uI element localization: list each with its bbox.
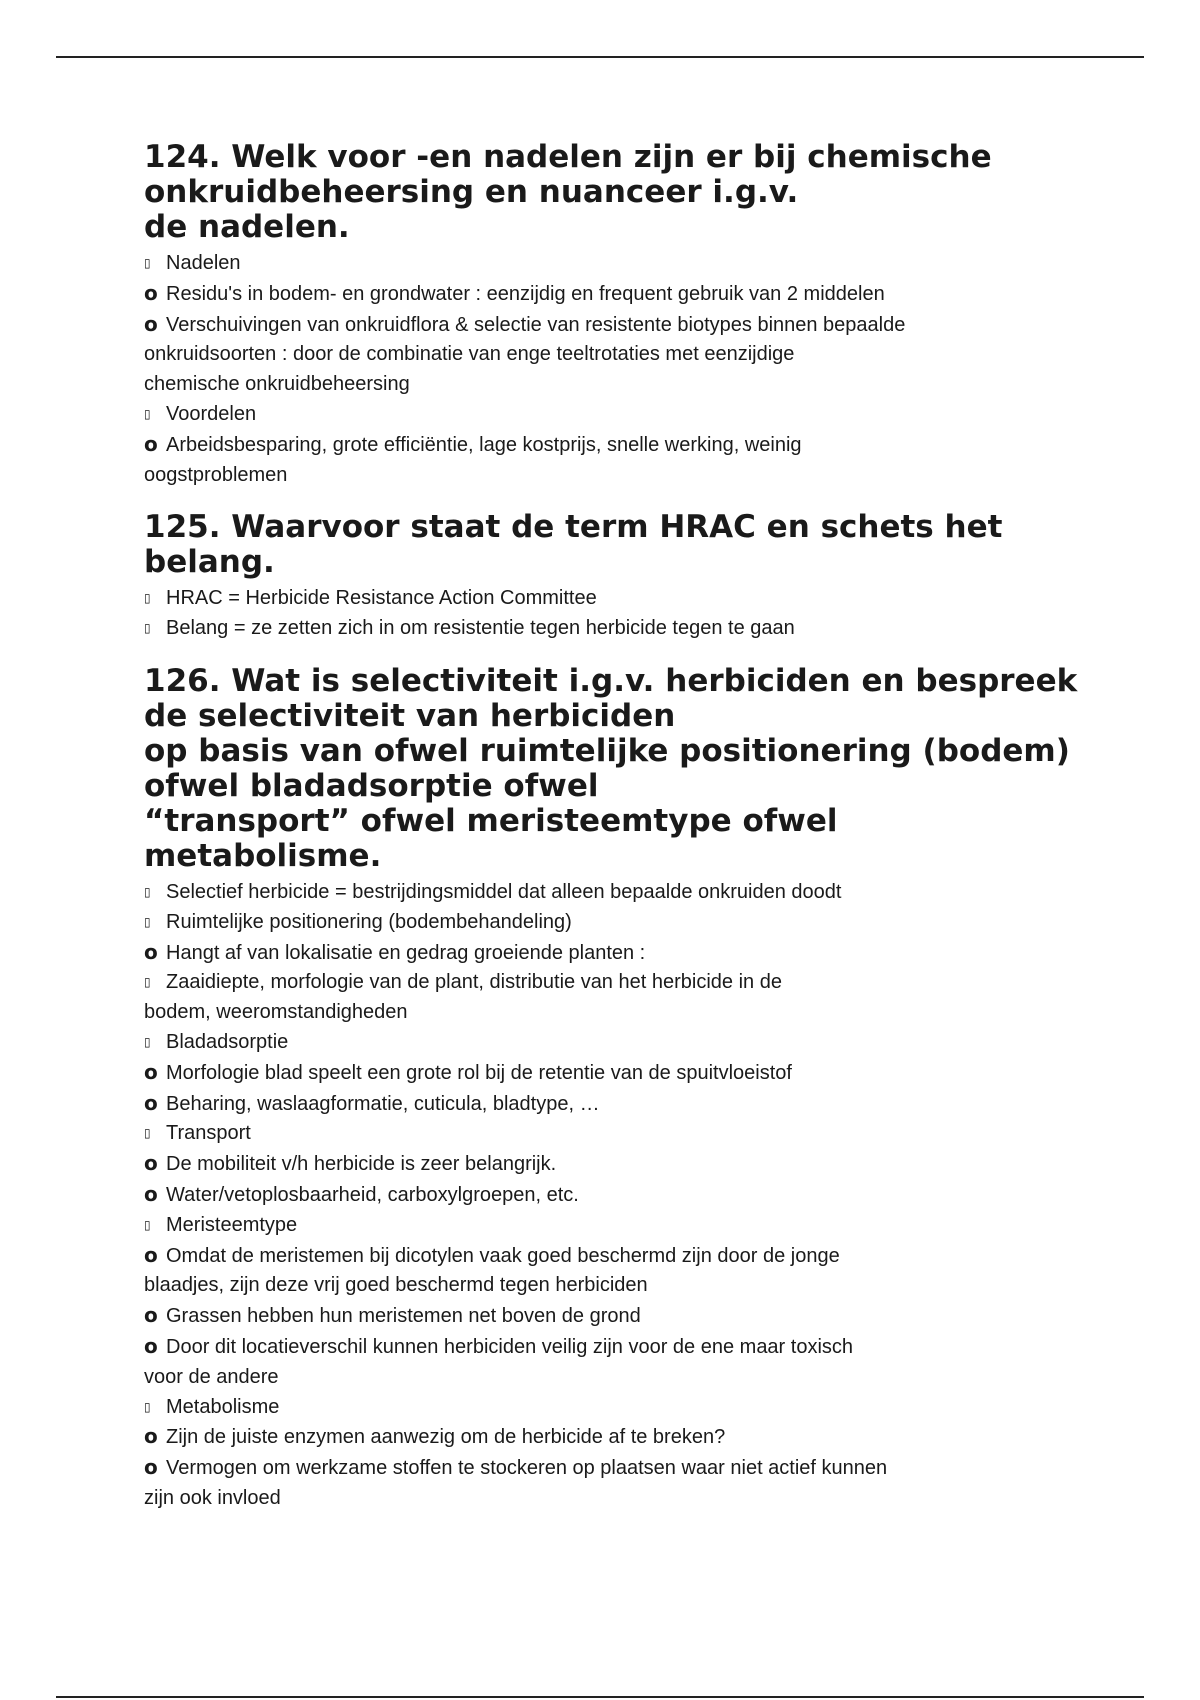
question-heading	[144, 510, 1084, 580]
list-item-text: Metabolisme	[166, 1395, 280, 1418]
list-item-text: Arbeidsbesparing, grote efficiëntie, lage kostprijs, snelle werking, weinig	[166, 433, 802, 456]
list-item	[144, 968, 1084, 998]
question-heading-line: op basis van ofwel ruimtelijke positionering (bodem)	[144, 732, 1070, 769]
list-item-text: oogstproblemen	[144, 463, 288, 486]
list-item-text: Selectief herbicide = bestrijdingsmiddel dat alleen bepaalde onkruiden doodt	[166, 880, 842, 903]
top-rule	[56, 56, 1144, 58]
circle-bullet-icon: o	[144, 1059, 158, 1084]
list-item	[144, 249, 1084, 279]
list-item-text: Morfologie blad speelt een grote rol bij de retentie van de spuitvloeistof	[166, 1061, 792, 1084]
list-item-text: Door dit locatieverschil kunnen herbiciden veilig zijn voor de ene maar toxisch	[166, 1335, 854, 1358]
list-item-text: Zijn de juiste enzymen aanwezig om de herbicide af te breken?	[166, 1426, 726, 1449]
list-item-text: chemische onkruidbeheersing	[144, 373, 410, 396]
list-item	[144, 1211, 1084, 1241]
list-item-text: blaadjes, zijn deze vrij goed beschermd tegen herbiciden	[144, 1274, 648, 1297]
question-section	[144, 140, 1084, 490]
list-item	[144, 279, 1084, 310]
question-heading-line: 126. Wat is selectiviteit i.g.v. herbiciden en bespreek	[144, 662, 1078, 699]
question-heading-line: de nadelen.	[144, 209, 350, 245]
circle-bullet-icon: o	[144, 1455, 158, 1480]
list-item	[144, 1422, 1084, 1453]
document-body	[144, 140, 1084, 1534]
question-heading-line: “transport” ofwel meristeemtype ofwel	[144, 802, 838, 839]
list-item-text: Zaaidiepte, morfologie van de plant, distributie van het herbicide in de	[166, 971, 782, 994]
circle-bullet-icon: o	[144, 1151, 158, 1176]
circle-bullet-icon: o	[144, 311, 158, 336]
circle-bullet-icon: o	[144, 431, 158, 456]
list-item-text: De mobiliteit v/h herbicide is zeer belangrijk.	[166, 1153, 557, 1176]
question-heading-line: 124. Welk voor -en nadelen zijn er bij chemische	[144, 139, 992, 175]
box-bullet-icon: ▯	[144, 591, 151, 606]
list-item-continuation	[144, 1484, 1084, 1514]
list-item-text: Nadelen	[166, 252, 241, 274]
list-item	[144, 908, 1084, 938]
circle-bullet-icon: o	[144, 280, 158, 305]
list-item-continuation	[144, 998, 1084, 1028]
circle-bullet-icon: o	[144, 1333, 158, 1358]
question-heading-line: metabolisme.	[144, 837, 382, 874]
list-item-text: Hangt af van lokalisatie en gedrag groeiende planten :	[166, 941, 646, 964]
list-item-text: zijn ook invloed	[144, 1486, 281, 1509]
list-item	[144, 1332, 1084, 1363]
list-item	[144, 938, 1084, 969]
list-item-text: Bladadsorptie	[166, 1030, 289, 1053]
list-item-text: Transport	[166, 1122, 251, 1145]
circle-bullet-icon: o	[144, 1424, 158, 1449]
list-item	[144, 878, 1084, 908]
list-item	[144, 1028, 1084, 1058]
list-item	[144, 1301, 1084, 1332]
list-item	[144, 1149, 1084, 1180]
question-heading-line: 125. Waarvoor staat de term HRAC en schets het	[144, 509, 1003, 546]
circle-bullet-icon: o	[144, 1181, 158, 1206]
list-item-text: Beharing, waslaagformatie, cuticula, bladtype, …	[166, 1092, 600, 1115]
question-section	[144, 510, 1084, 644]
box-bullet-icon: ▯	[144, 256, 151, 270]
list-item	[144, 1089, 1084, 1120]
list-item-text: Belang = ze zetten zich in om resistentie tegen herbicide tegen te gaan	[166, 617, 795, 640]
box-bullet-icon: ▯	[144, 884, 151, 899]
list-item	[144, 1180, 1084, 1211]
list-item	[144, 1241, 1084, 1272]
question-heading-line: ofwel bladadsorptie ofwel	[144, 767, 599, 804]
circle-bullet-icon: o	[144, 1303, 158, 1328]
list-item-text: Ruimtelijke positionering (bodembehandeling)	[166, 910, 572, 933]
question-heading-line: belang.	[144, 544, 275, 581]
box-bullet-icon: ▯	[144, 1034, 151, 1049]
circle-bullet-icon: o	[144, 939, 158, 964]
question-heading-line: onkruidbeheersing en nuanceer i.g.v.	[144, 174, 799, 210]
list-item-continuation	[144, 1271, 1084, 1301]
box-bullet-icon: ▯	[144, 1399, 151, 1414]
box-bullet-icon: ▯	[144, 1217, 151, 1232]
list-item-text: Meristeemtype	[166, 1213, 298, 1236]
list-item	[144, 400, 1084, 430]
question-heading	[144, 140, 1084, 245]
list-item	[144, 1058, 1084, 1089]
question-section	[144, 664, 1084, 1514]
list-item	[144, 584, 1084, 614]
list-item	[144, 430, 1084, 461]
list-item-text: HRAC = Herbicide Resistance Action Committee	[166, 587, 597, 610]
question-heading	[144, 664, 1084, 874]
list-item-text: Residu's in bodem- en grondwater : eenzijdig en frequent gebruik van 2 middelen	[166, 282, 885, 305]
list-item-text: Grassen hebben hun meristemen net boven de grond	[166, 1305, 641, 1328]
list-item-text: onkruidsoorten : door de combinatie van enge teeltrotaties met eenzijdige	[144, 343, 795, 366]
list-item	[144, 614, 1084, 644]
list-item-text: Water/vetoplosbaarheid, carboxylgroepen, etc.	[166, 1183, 579, 1206]
list-item	[144, 1453, 1084, 1484]
list-item-text: Vermogen om werkzame stoffen te stockeren op plaatsen waar niet actief kunnen	[166, 1457, 888, 1480]
circle-bullet-icon: o	[144, 1242, 158, 1267]
list-item	[144, 1393, 1084, 1423]
circle-bullet-icon: o	[144, 1090, 158, 1115]
box-bullet-icon: ▯	[144, 1126, 151, 1141]
list-item-continuation	[144, 370, 1084, 400]
list-item-text: Voordelen	[166, 402, 257, 425]
question-heading-line: de selectiviteit van herbiciden	[144, 697, 676, 734]
box-bullet-icon: ▯	[144, 914, 151, 929]
box-bullet-icon: ▯	[144, 406, 151, 421]
list-item-text: voor de andere	[144, 1365, 279, 1388]
box-bullet-icon: ▯	[144, 975, 151, 990]
list-item	[144, 310, 1084, 341]
list-item-continuation	[144, 340, 1084, 370]
box-bullet-icon: ▯	[144, 621, 151, 636]
list-item-text: bodem, weeromstandigheden	[144, 1001, 408, 1024]
bottom-rule	[56, 1696, 1144, 1698]
list-item	[144, 1119, 1084, 1149]
list-item-continuation	[144, 461, 1084, 491]
list-item-text: Omdat de meristemen bij dicotylen vaak goed beschermd zijn door de jonge	[166, 1244, 840, 1267]
list-item-text: Verschuivingen van onkruidflora & selectie van resistente biotypes binnen bepaalde	[166, 313, 906, 336]
list-item-continuation	[144, 1363, 1084, 1393]
